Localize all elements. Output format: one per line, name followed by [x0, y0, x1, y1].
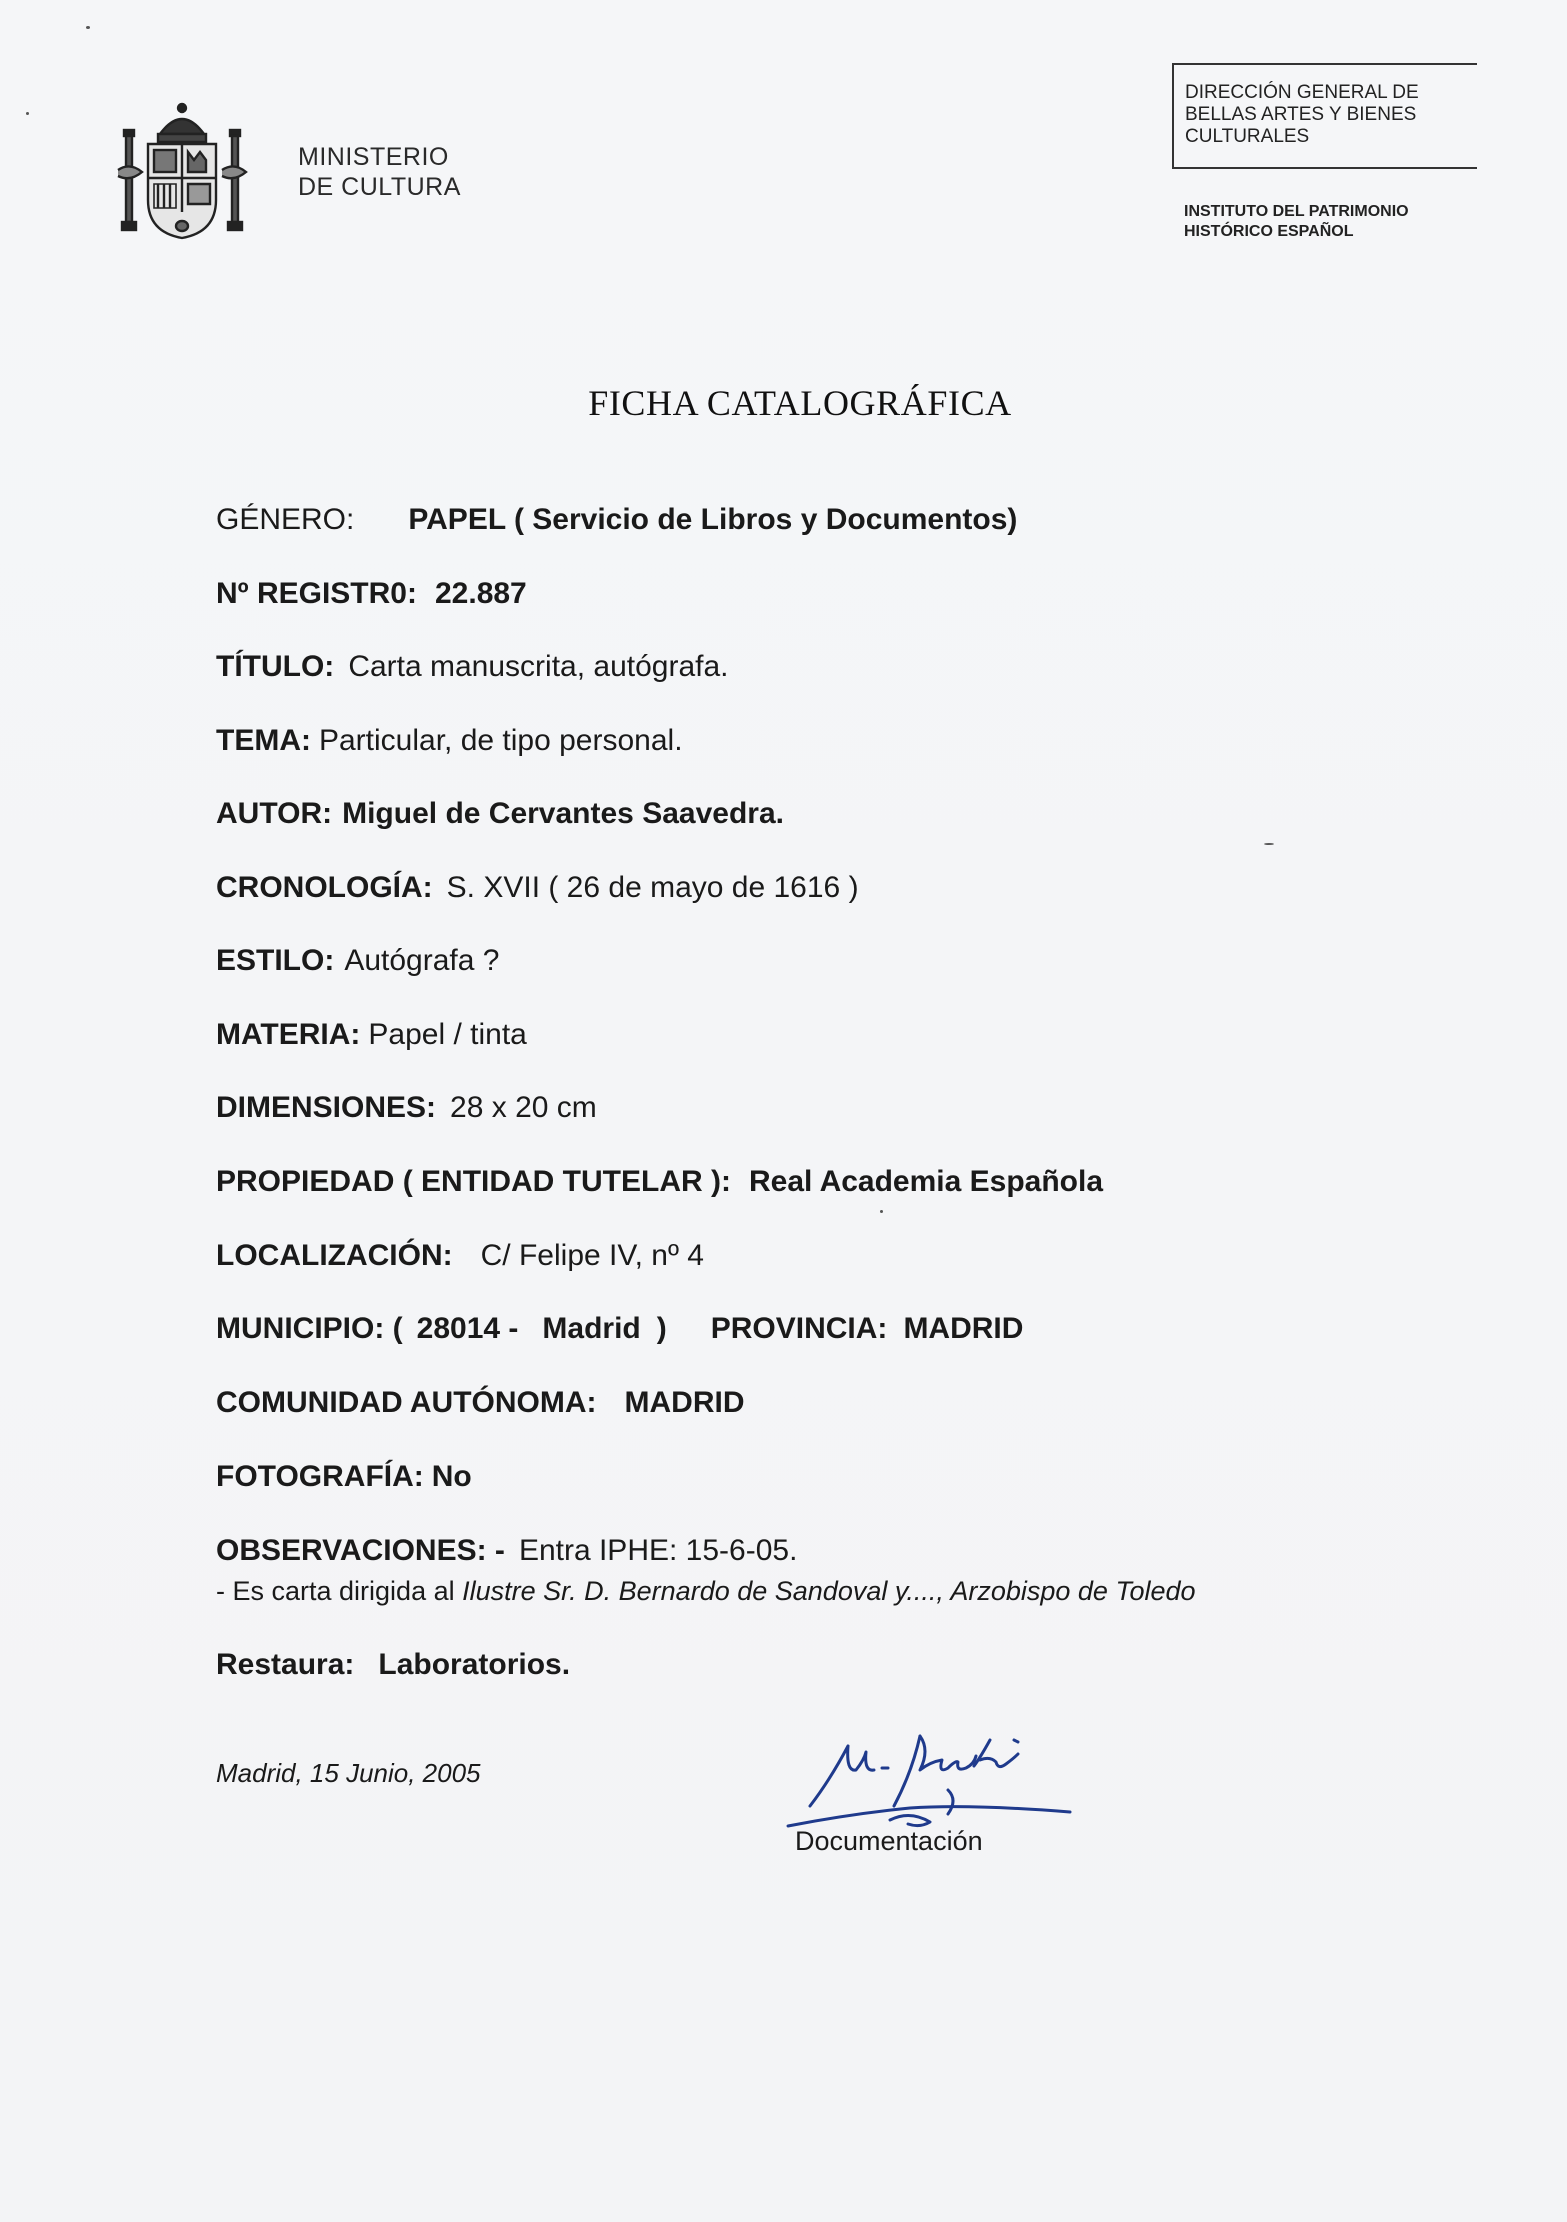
provincia-label: PROVINCIA:: [710, 1312, 888, 1345]
field-label: ESTILO:: [216, 944, 335, 977]
field-value: Carta manuscrita, autógrafa.: [348, 650, 729, 683]
field-municipio: [216, 1311, 1023, 1347]
page-title: FICHA CATALOGRÁFICA: [588, 383, 1012, 423]
field-value: MADRID: [624, 1386, 745, 1419]
field-value: 28 x 20 cm: [450, 1091, 597, 1124]
field-propiedad: [216, 1164, 1103, 1200]
field-label: FOTOGRAFÍA:: [216, 1460, 424, 1493]
provincia-value: MADRID: [903, 1312, 1024, 1345]
scan-speck: [86, 26, 90, 29]
field-value: Autógrafa ?: [344, 944, 500, 977]
field-value: No: [431, 1460, 472, 1493]
direction-line-3: CULTURALES: [1185, 126, 1310, 147]
field-label: Nº REGISTR0:: [216, 577, 417, 610]
scan-speck: [1264, 843, 1274, 845]
field-titulo: [216, 649, 729, 685]
field-value: C/ Felipe IV, nº 4: [480, 1239, 704, 1272]
field-label: DIMENSIONES:: [216, 1091, 437, 1124]
direction-line-1: DIRECCIÓN GENERAL DE: [1185, 82, 1419, 103]
field-restaura: [216, 1647, 570, 1683]
document-date: Madrid, 15 Junio, 2005: [216, 1758, 481, 1788]
field-label: AUTOR:: [216, 797, 333, 830]
field-value: Miguel de Cervantes Saavedra.: [342, 797, 784, 830]
direction-line-2: BELLAS ARTES Y BIENES: [1185, 104, 1417, 125]
field-label: TÍTULO:: [216, 650, 335, 683]
field-label: TEMA:: [216, 724, 311, 757]
field-label: OBSERVACIONES: -: [216, 1534, 505, 1567]
field-value: Real Academia Española: [748, 1165, 1104, 1198]
signature-department: Documentación: [795, 1826, 983, 1856]
scan-speck: [26, 112, 29, 115]
observation-line-2: [216, 1575, 1196, 1607]
field-value: Laboratorios.: [378, 1648, 571, 1681]
field-label: CRONOLOGÍA:: [216, 871, 433, 904]
field-tema: [216, 723, 683, 759]
field-label: COMUNIDAD AUTÓNOMA:: [216, 1386, 597, 1419]
field-label: LOCALIZACIÓN:: [216, 1239, 453, 1272]
field-localizacion: [216, 1238, 704, 1274]
institute-name: [1184, 202, 1409, 242]
field-materia: [216, 1017, 527, 1053]
field-autor: [216, 796, 784, 832]
field-label: PROPIEDAD ( ENTIDAD TUTELAR ):: [216, 1165, 731, 1198]
institute-line-1: INSTITUTO DEL PATRIMONIO: [1184, 203, 1409, 220]
municipio-code: 28014 -: [416, 1312, 519, 1345]
observation-prefix: - Es carta dirigida al: [216, 1576, 455, 1606]
field-cronologia: [216, 870, 859, 906]
observation-recipient: Ilustre Sr. D. Bernardo de Sandoval y...., Arzobispo de Toledo: [462, 1576, 1196, 1606]
field-comunidad: [216, 1385, 745, 1421]
field-registro: [216, 576, 527, 612]
field-value: PAPEL ( Servicio de Libros y Documentos): [408, 503, 1018, 536]
ministry-name: [298, 142, 461, 202]
field-value: 22.887: [434, 577, 527, 610]
field-fotografia: [216, 1459, 472, 1495]
field-label: GÉNERO:: [216, 503, 355, 536]
spain-coat-of-arms-icon: [114, 100, 250, 242]
field-value: Papel / tinta: [368, 1018, 527, 1051]
field-genero: [216, 502, 1017, 538]
field-observaciones: [216, 1533, 797, 1569]
field-value: S. XVII ( 26 de mayo de 1616 ): [446, 871, 859, 904]
ministry-line-1: MINISTERIO: [298, 143, 449, 171]
field-estilo: [216, 943, 499, 979]
direction-general-box: [1172, 63, 1477, 169]
municipio-city: Madrid: [542, 1312, 641, 1345]
ministry-line-2: DE CULTURA: [298, 173, 461, 201]
institute-line-2: HISTÓRICO ESPAÑOL: [1184, 223, 1354, 240]
scan-speck: [880, 1210, 883, 1213]
field-label: MATERIA:: [216, 1018, 361, 1051]
municipio-close: ): [656, 1312, 667, 1345]
field-value: Entra IPHE: 15-6-05.: [518, 1534, 798, 1567]
field-label: Restaura:: [216, 1648, 355, 1681]
field-label: MUNICIPIO: (: [216, 1312, 403, 1345]
field-dimensiones: [216, 1090, 597, 1126]
field-value: Particular, de tipo personal.: [318, 724, 683, 757]
